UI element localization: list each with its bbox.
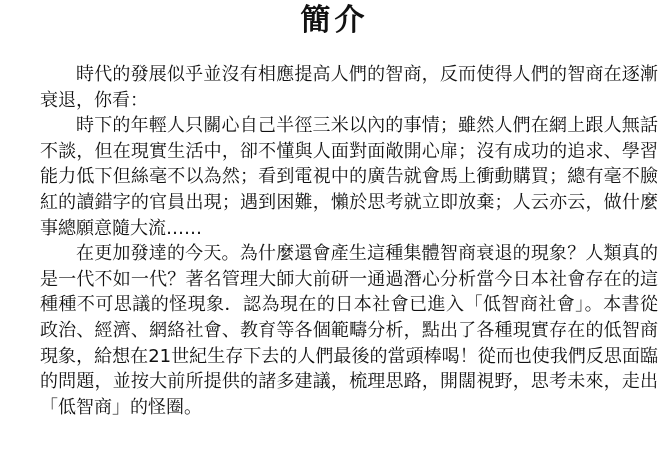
body-text <box>40 62 658 420</box>
paragraph-intro: 時代的發展似乎並沒有相應提高人們的智商，反而使得人們的智商在逐漸衰退，你看： <box>40 64 658 111</box>
paragraph-book-summary: 在更加發達的今天。為什麼還會產生這種集體智商衰退的現象？人類真的是一代不如一代？著名管理大師大前研一通過潛心分析當今日本社會存在的這種種不可思議的怪現象．認為現在的日本社會已進入「低智商社會」。本書從政治、經濟、網絡社會、教育等各個範疇分析，點出了各種現實存在的低智商現象，給想在21世紀生存下去的人們最後的當頭棒喝！從而也使我們反思面臨的問題，並按大前所提供的諸多建議，梳理思路，開闊視野，思考未來，走出「低智商」的怪圈。 <box>40 243 658 418</box>
page-title: 簡介 <box>300 3 369 38</box>
paragraph-examples: 時下的年輕人只關心自己半徑三米以內的事情；雖然人們在網上跟人無話不談，但在現實生活中，卻不懂與人面對面敞開心扉；沒有成功的追求、學習能力低下但絲毫不以為然；看到電視中的廣告就會馬上衝動購買；總有毫不臉紅的讀錯字的官員出現；遇到困難，懶於思考就立即放棄；人云亦云，做什麼事總願意隨大流…… <box>40 115 658 239</box>
